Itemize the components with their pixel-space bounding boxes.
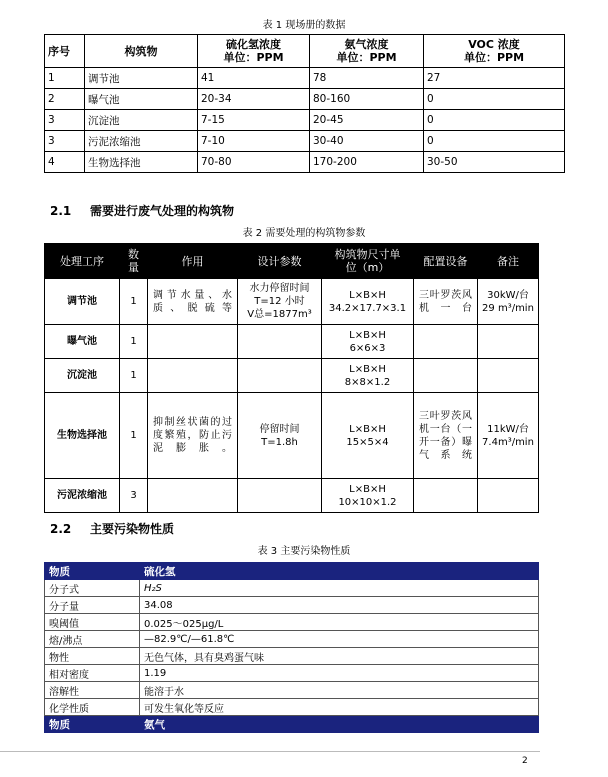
table3-header-row — [45, 563, 539, 580]
cell-name: 生物选择池 — [85, 152, 198, 173]
cell-h2s: 7-15 — [198, 110, 310, 131]
cell-equipment: 三叶罗茨风机一台（一开一备）曝气系统 — [414, 393, 478, 479]
cell-equipment: 三叶罗茨风机一台 — [414, 279, 478, 325]
cell-name: 污泥浓缩池 — [45, 479, 120, 513]
table-row — [45, 648, 539, 665]
table-row — [45, 580, 539, 597]
table-row — [45, 131, 565, 152]
header-size: 构筑物尺寸单 位（m） — [322, 244, 414, 279]
cell-voc: 30-50 — [424, 152, 565, 173]
cell-name: 沉淀池 — [85, 110, 198, 131]
table2 — [44, 243, 539, 513]
table3 — [44, 562, 539, 733]
cell-seq: 4 — [45, 152, 85, 173]
header-seq: 序号 — [45, 35, 85, 68]
table-row — [45, 359, 539, 393]
header-voc: VOC 浓度 单位：PPM — [424, 35, 565, 68]
cell-note — [478, 359, 539, 393]
header-function: 作用 — [148, 244, 238, 279]
cell-seq: 2 — [45, 89, 85, 110]
cell-nh3: 80-160 — [310, 89, 424, 110]
cell-name: 曝气池 — [85, 89, 198, 110]
table1 — [44, 34, 565, 173]
table-row — [45, 68, 565, 89]
table1-header-row — [45, 35, 565, 68]
table-row — [45, 479, 539, 513]
cell-size: L×B×H 10×10×1.2 — [322, 479, 414, 513]
cell-voc: 0 — [424, 110, 565, 131]
cell-value: 无色气体，具有臭鸡蛋气味 — [140, 648, 539, 665]
table-row — [45, 89, 565, 110]
section-2-1-heading — [50, 202, 234, 219]
cell-qty: 1 — [120, 393, 148, 479]
cell-key: 物质 — [45, 563, 140, 580]
page-number: 2 — [522, 756, 528, 766]
table3-footer-row — [45, 716, 539, 733]
cell-value: 34.08 — [140, 597, 539, 614]
cell-size: L×B×H 8×8×1.2 — [322, 359, 414, 393]
table-row — [45, 325, 539, 359]
cell-name: 调节池 — [45, 279, 120, 325]
cell-name: 生物选择池 — [45, 393, 120, 479]
cell-value: 能溶于水 — [140, 682, 539, 699]
cell-seq: 3 — [45, 131, 85, 152]
cell-note: 11kW/台 7.4m³/min — [478, 393, 539, 479]
table-row — [45, 665, 539, 682]
cell-key: 熔/沸点 — [45, 631, 140, 648]
cell-nh3: 30-40 — [310, 131, 424, 152]
table-row — [45, 699, 539, 716]
header-process: 处理工序 — [45, 244, 120, 279]
table-row — [45, 393, 539, 479]
table-row — [45, 110, 565, 131]
table-row — [45, 597, 539, 614]
section-title: 需要进行废气处理的构筑物 — [90, 204, 235, 218]
section-number: 2.2 — [50, 522, 72, 536]
section-number: 2.1 — [50, 204, 72, 218]
cell-name: 调节池 — [85, 68, 198, 89]
cell-note — [478, 479, 539, 513]
page-footer-divider — [0, 751, 540, 752]
cell-size: L×B×H 6×6×3 — [322, 325, 414, 359]
cell-equipment — [414, 479, 478, 513]
table-row — [45, 682, 539, 699]
section-title: 主要污染物性质 — [90, 522, 175, 536]
cell-h2s: 41 — [198, 68, 310, 89]
table-row — [45, 614, 539, 631]
cell-function — [148, 479, 238, 513]
cell-function: 调节水量、水质、脱硫等 — [148, 279, 238, 325]
table-row — [45, 152, 565, 173]
cell-key: 嗅阈值 — [45, 614, 140, 631]
cell-qty: 1 — [120, 359, 148, 393]
cell-value: 硫化氢 — [140, 563, 539, 580]
cell-seq: 3 — [45, 110, 85, 131]
cell-nh3: 78 — [310, 68, 424, 89]
header-equipment: 配置设备 — [414, 244, 478, 279]
cell-value: 0.025～025μg/L — [140, 614, 539, 631]
table-row — [45, 279, 539, 325]
cell-name: 沉淀池 — [45, 359, 120, 393]
cell-name: 污泥浓缩池 — [85, 131, 198, 152]
cell-value: 1.19 — [140, 665, 539, 682]
cell-key: 分子量 — [45, 597, 140, 614]
cell-size: L×B×H 15×5×4 — [322, 393, 414, 479]
cell-voc: 0 — [424, 131, 565, 152]
header-design: 设计参数 — [238, 244, 322, 279]
header-note: 备注 — [478, 244, 539, 279]
cell-design — [238, 325, 322, 359]
cell-key: 物性 — [45, 648, 140, 665]
cell-h2s: 20-34 — [198, 89, 310, 110]
cell-key: 溶解性 — [45, 682, 140, 699]
cell-design — [238, 359, 322, 393]
cell-key: 分子式 — [45, 580, 140, 597]
cell-value: 可发生氧化等反应 — [140, 699, 539, 716]
table2-caption: 表 2 需要处理的构筑物参数 — [242, 228, 366, 239]
cell-h2s: 70-80 — [198, 152, 310, 173]
cell-design — [238, 479, 322, 513]
header-quantity: 数 量 — [120, 244, 148, 279]
cell-key: 相对密度 — [45, 665, 140, 682]
cell-qty: 1 — [120, 279, 148, 325]
table3-caption: 表 3 主要污染物性质 — [257, 546, 351, 557]
cell-note — [478, 325, 539, 359]
cell-equipment — [414, 325, 478, 359]
cell-nh3: 20-45 — [310, 110, 424, 131]
cell-value: H₂S — [140, 580, 539, 597]
table1-caption: 表 1 现场册的数据 — [262, 20, 346, 31]
cell-value: 氨气 — [140, 716, 539, 733]
table2-header-row — [45, 244, 539, 279]
table-row — [45, 631, 539, 648]
cell-voc: 27 — [424, 68, 565, 89]
header-structure: 构筑物 — [85, 35, 198, 68]
cell-design: 停留时间 T=1.8h — [238, 393, 322, 479]
cell-note: 30kW/台 29 m³/min — [478, 279, 539, 325]
section-2-2-heading — [50, 520, 174, 537]
cell-size: L×B×H 34.2×17.7×3.1 — [322, 279, 414, 325]
cell-key: 物质 — [45, 716, 140, 733]
cell-equipment — [414, 359, 478, 393]
cell-function: 抑制丝状菌的过度繁殖，防止污泥膨胀。 — [148, 393, 238, 479]
cell-name: 曝气池 — [45, 325, 120, 359]
cell-seq: 1 — [45, 68, 85, 89]
cell-nh3: 170-200 — [310, 152, 424, 173]
cell-voc: 0 — [424, 89, 565, 110]
header-h2s: 硫化氢浓度 单位：PPM — [198, 35, 310, 68]
cell-qty: 1 — [120, 325, 148, 359]
cell-function — [148, 325, 238, 359]
cell-h2s: 7-10 — [198, 131, 310, 152]
cell-qty: 3 — [120, 479, 148, 513]
header-nh3: 氨气浓度 单位：PPM — [310, 35, 424, 68]
cell-key: 化学性质 — [45, 699, 140, 716]
cell-function — [148, 359, 238, 393]
cell-value: —82.9℃/—61.8℃ — [140, 631, 539, 648]
cell-design: 水力停留时间 T=12 小时 V总=1877m³ — [238, 279, 322, 325]
